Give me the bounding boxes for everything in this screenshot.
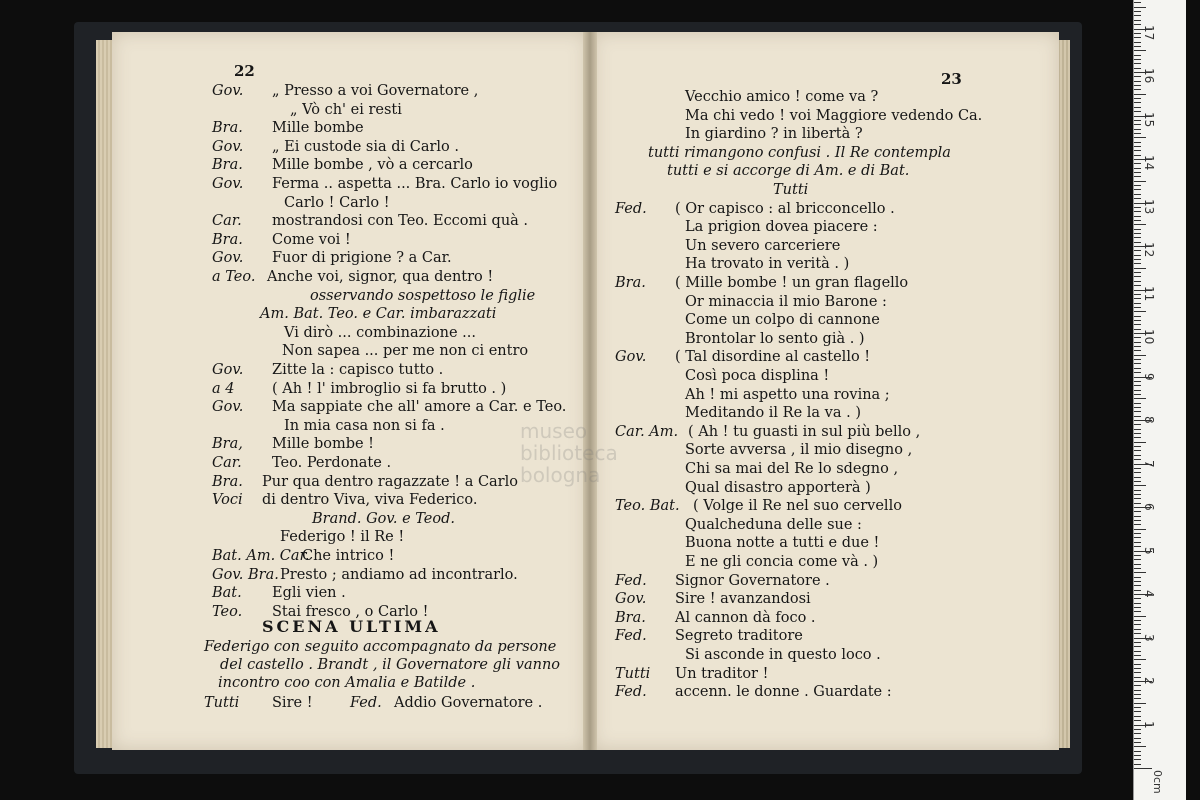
speaker-label: Bat. — [212, 585, 242, 602]
ruler-tick — [1134, 229, 1141, 230]
ruler-tick — [1134, 646, 1141, 647]
ruler-tick — [1134, 194, 1141, 195]
ruler-tick — [1134, 450, 1141, 451]
ruler-tick — [1134, 668, 1141, 669]
ruler-tick — [1134, 524, 1141, 525]
ruler-tick — [1134, 63, 1141, 64]
watermark-line: bologna — [520, 463, 601, 487]
ruler-tick — [1134, 716, 1141, 717]
ruler-tick — [1134, 172, 1141, 173]
ruler-unit: 0cm — [1151, 770, 1164, 794]
ruler-tick — [1134, 738, 1141, 739]
ruler-tick — [1134, 655, 1141, 656]
ruler-number: 17 — [1142, 24, 1156, 40]
ruler-tick — [1134, 581, 1141, 582]
ruler-tick — [1134, 590, 1141, 591]
ruler-tick — [1134, 494, 1141, 495]
verse-line: E ne gli concia come và . ) — [685, 554, 879, 570]
speaker-label: Tutti — [204, 695, 240, 711]
ruler-tick — [1134, 216, 1141, 217]
verse-line: Ha trovato in verità . ) — [685, 256, 850, 273]
ruler-tick — [1134, 407, 1141, 408]
ruler-tick — [1134, 272, 1141, 273]
ruler-tick — [1134, 155, 1141, 156]
ruler-tick — [1134, 472, 1141, 473]
speaker-label: Bra. — [212, 120, 243, 137]
verse-line: ( Or capisco : al bricconcello . — [675, 200, 895, 217]
ruler-tick — [1134, 711, 1141, 712]
verse-line: Qualcheduna delle sue : — [685, 516, 862, 533]
ruler-tick — [1134, 642, 1141, 643]
speaker-label: Gov. Bra. — [212, 566, 279, 583]
ruler-tick — [1134, 68, 1141, 69]
ruler-tick — [1134, 546, 1141, 547]
verse-line: Ma sappiate che all' amore a Car. e Teo. — [272, 399, 567, 416]
speaker-label: Gov. — [212, 362, 244, 378]
ruler-tick — [1134, 350, 1141, 351]
watermark — [520, 420, 680, 486]
ruler-tick — [1134, 568, 1141, 569]
verse-line: Come voi ! — [272, 231, 351, 248]
ruler-tick — [1134, 694, 1141, 695]
verse-line: Come un colpo di cannone — [685, 312, 880, 329]
verse-line: Presto ; andiamo ad incontrarlo. — [280, 566, 518, 583]
ruler-tick — [1134, 429, 1141, 430]
ruler-number: 16 — [1142, 68, 1156, 84]
ruler-tick — [1134, 542, 1141, 543]
verse-line: Sire ! — [272, 695, 313, 711]
ruler-tick — [1134, 124, 1141, 125]
verse-line: tutti e si accorge di Am. e di Bat. — [667, 163, 910, 180]
verse-line: Chi sa mai del Re lo sdegno , — [685, 461, 899, 477]
ruler-tick — [1134, 146, 1141, 147]
ruler-tick — [1134, 46, 1141, 47]
ruler-tick — [1134, 751, 1141, 752]
ruler-tick — [1134, 607, 1141, 608]
stage-direction: incontro coo con Amalia e Batilde . — [218, 675, 476, 691]
ruler-tick — [1134, 698, 1141, 699]
verse-line: Brontolar lo sento già . ) — [685, 330, 865, 347]
ruler-tick — [1134, 59, 1141, 60]
ruler-tick — [1134, 390, 1141, 391]
ruler-tick — [1134, 481, 1141, 482]
speaker-label: Gov. — [212, 138, 244, 155]
ruler-number: 3 — [1142, 633, 1156, 642]
verse-line: „ Ei custode sia di Carlo . — [272, 138, 459, 155]
left-page — [112, 32, 588, 750]
verse-line: In mia casa non si fa . — [284, 417, 445, 434]
ruler-tick — [1134, 664, 1141, 665]
speaker-label: Car. — [212, 213, 242, 230]
verse-line: Che intrico ! — [302, 548, 395, 564]
ruler-tick — [1134, 98, 1141, 99]
ruler-tick — [1134, 577, 1141, 578]
ruler-tick — [1134, 416, 1141, 417]
verse-line: Brand. Gov. e Teod. — [312, 510, 456, 527]
ruler-tick — [1134, 477, 1141, 478]
ruler-tick — [1134, 359, 1141, 360]
ruler-number: 12 — [1142, 242, 1156, 258]
speaker-label: Bra, — [212, 436, 243, 453]
ruler-tick — [1134, 142, 1141, 143]
verse-line: In giardino ? in libertà ? — [685, 126, 863, 143]
ruler-tick — [1134, 498, 1141, 499]
verse-line: Ah ! mi aspetto una rovina ; — [685, 386, 890, 403]
verse-line: ( Ah ! tu guasti in sul più bello , — [688, 423, 921, 440]
verse-line: Meditando il Re la va . ) — [685, 405, 861, 422]
ruler-tick — [1134, 76, 1141, 77]
ruler-tick — [1134, 437, 1141, 438]
verse-line: Fuor di prigione ? a Car. — [272, 250, 452, 267]
ruler-tick — [1134, 564, 1141, 565]
ruler-tick — [1134, 11, 1141, 12]
ruler-tick — [1134, 329, 1141, 330]
speaker-label: Gov. — [212, 250, 244, 267]
ruler-tick — [1134, 729, 1141, 730]
verse-line: Zitte la : capisco tutto . — [272, 362, 444, 378]
ruler-tick — [1134, 2, 1141, 3]
ruler-tick — [1134, 107, 1141, 108]
ruler-tick — [1134, 677, 1141, 678]
ruler-tick — [1134, 259, 1141, 260]
verse-line: Qual disastro apporterà ) — [685, 479, 871, 496]
ruler-tick — [1134, 220, 1141, 221]
speaker-label: Gov. — [212, 399, 244, 416]
ruler-number: 5 — [1142, 546, 1156, 555]
verse-line: Am. Bat. Teo. e Car. imbarazzati — [260, 306, 497, 323]
verse-line: tutti rimangono confusi . Il Re contempla — [648, 144, 951, 161]
ruler-tick — [1134, 611, 1141, 612]
ruler-tick — [1134, 15, 1141, 16]
ruler-tick — [1134, 189, 1141, 190]
ruler-tick — [1134, 633, 1141, 634]
ruler-tick — [1134, 294, 1141, 295]
ruler-tick — [1134, 237, 1141, 238]
ruler-number: 8 — [1142, 416, 1156, 424]
measuring-ruler — [1133, 0, 1186, 800]
ruler-tick — [1134, 381, 1141, 382]
verse-line: Segreto traditore — [675, 628, 803, 645]
verse-line: Un severo carceriere — [685, 237, 841, 254]
ruler-number: 13 — [1142, 198, 1156, 214]
verse-line: Stai fresco , o Carlo ! — [272, 603, 429, 620]
verse-line: ( Tal disordine al castello ! — [675, 349, 871, 366]
verse-line: mostrandosi con Teo. Eccomi quà . — [272, 213, 529, 230]
ruler-tick — [1134, 559, 1141, 560]
ruler-tick — [1134, 7, 1146, 8]
ruler-tick — [1134, 490, 1141, 491]
book-gutter — [583, 32, 597, 750]
ruler-tick — [1134, 24, 1141, 25]
ruler-tick — [1134, 707, 1141, 708]
ruler-tick — [1134, 651, 1141, 652]
verse-line: Addio Governatore . — [394, 695, 543, 711]
ruler-number: 15 — [1142, 111, 1156, 127]
ruler-number: 1 — [1142, 720, 1156, 729]
verse-line: Vecchio amico ! come va ? — [685, 89, 879, 105]
speaker-label: Teo. — [212, 603, 243, 620]
ruler-tick — [1134, 37, 1141, 38]
ruler-tick — [1134, 629, 1141, 630]
ruler-tick — [1134, 303, 1141, 304]
ruler-tick — [1134, 516, 1141, 517]
verse-line: Pur qua dentro ragazzate ! a Carlo — [262, 473, 518, 490]
speaker-label: Fed. — [615, 200, 647, 217]
watermark-line: museo — [520, 419, 588, 443]
speaker-label: Fed. — [350, 695, 382, 711]
verse-line: „ Presso a voi Governatore , — [272, 83, 479, 99]
verse-line: Mille bombe — [272, 120, 364, 137]
speaker-label: Gov. — [212, 83, 244, 99]
ruler-tick — [1134, 520, 1141, 521]
ruler-tick — [1134, 533, 1141, 534]
verse-line: Un traditor ! — [675, 665, 769, 682]
ruler-tick — [1134, 89, 1141, 90]
ruler-tick — [1134, 20, 1141, 21]
ruler-tick — [1134, 685, 1141, 686]
speaker-label: Car. — [212, 455, 242, 471]
speaker-label: Bra. — [212, 473, 243, 490]
verse-line: Teo. Perdonate . — [272, 455, 392, 471]
ruler-tick — [1134, 242, 1141, 243]
verse-line: Vi dirò ... combinazione ... — [284, 324, 476, 341]
verse-line: ( Mille bombe ! un gran flagello — [675, 275, 909, 291]
ruler-tick — [1134, 133, 1141, 134]
verse-line: Tutti — [773, 182, 809, 198]
verse-line: Federigo ! il Re ! — [280, 529, 405, 546]
verse-line: ( Ah ! l' imbroglio si fa brutto . ) — [272, 380, 507, 397]
ruler-tick — [1134, 85, 1141, 86]
speaker-label: Bat. Am. Car. — [212, 548, 310, 564]
ruler-tick — [1134, 233, 1141, 234]
verse-line: Mille bombe , vò a cercarlo — [272, 157, 473, 174]
ruler-tick — [1134, 168, 1141, 169]
ruler-tick — [1134, 385, 1141, 386]
ruler-tick — [1134, 285, 1141, 286]
ruler-tick — [1134, 555, 1141, 556]
ruler-tick — [1134, 102, 1141, 103]
ruler-tick — [1134, 263, 1141, 264]
ruler-tick — [1134, 346, 1141, 347]
ruler-tick — [1134, 755, 1141, 756]
ruler-tick — [1134, 250, 1141, 251]
verse-line: Sire ! avanzandosi — [675, 591, 811, 608]
ruler-tick — [1134, 207, 1141, 208]
verse-line: Or minaccia il mio Barone : — [685, 293, 887, 310]
speaker-label: a 4 — [212, 380, 235, 397]
verse-line: osservando sospettoso le figlie — [310, 287, 536, 304]
ruler-tick — [1134, 768, 1152, 769]
ruler-tick — [1134, 368, 1141, 369]
ruler-number: 14 — [1142, 155, 1156, 171]
verse-line: Buona notte a tutti e due ! — [685, 535, 880, 552]
verse-line: Sorte avversa , il mio disegno , — [685, 442, 913, 459]
ruler-tick — [1134, 42, 1141, 43]
verse-line: di dentro Viva, viva Federico. — [262, 492, 478, 509]
ruler-tick — [1134, 503, 1141, 504]
verse-line: Così poca displina ! — [685, 368, 830, 384]
verse-line: ( Volge il Re nel suo cervello — [693, 498, 902, 515]
ruler-tick — [1134, 733, 1141, 734]
ruler-tick — [1134, 672, 1141, 673]
ruler-tick — [1134, 111, 1141, 112]
ruler-tick — [1134, 342, 1141, 343]
ruler-tick — [1134, 603, 1141, 604]
ruler-tick — [1134, 320, 1141, 321]
ruler-tick — [1134, 120, 1141, 121]
ruler-number: 4 — [1142, 590, 1156, 598]
ruler-tick — [1134, 742, 1141, 743]
ruler-tick — [1134, 459, 1141, 460]
watermark-line: biblioteca — [520, 441, 618, 465]
ruler-tick — [1134, 298, 1141, 299]
verse-line: Ferma .. aspetta ... Bra. Carlo io voglio — [272, 176, 558, 192]
page-number: 22 — [234, 62, 255, 80]
ruler-tick — [1134, 55, 1141, 56]
page-number: 23 — [941, 70, 962, 88]
ruler-tick — [1134, 363, 1141, 364]
ruler-tick — [1134, 276, 1141, 277]
verse-line: Non sapea ... per me non ci entro — [282, 343, 529, 360]
ruler-tick — [1134, 307, 1141, 308]
ruler-number: 11 — [1142, 285, 1156, 301]
speaker-label: Bra. — [212, 157, 243, 174]
speaker-label: Fed. — [615, 684, 647, 701]
ruler-tick — [1134, 211, 1141, 212]
ruler-tick — [1134, 33, 1141, 34]
ruler-tick — [1134, 411, 1141, 412]
verse-line: Anche voi, signor, qua dentro ! — [267, 269, 494, 285]
scene-heading: SCENA ULTIMA — [262, 617, 441, 636]
ruler-tick — [1134, 598, 1141, 599]
ruler-tick — [1134, 150, 1141, 151]
ruler-tick — [1134, 81, 1141, 82]
ruler-tick — [1134, 433, 1141, 434]
ruler-tick — [1134, 255, 1141, 256]
ruler-number: 9 — [1142, 372, 1156, 381]
speaker-label: Bra. — [615, 609, 646, 626]
ruler-tick — [1134, 394, 1141, 395]
stage-direction: del castello . Brandt , il Governatore gli vanno — [220, 657, 561, 673]
ruler-tick — [1134, 468, 1141, 469]
ruler-tick — [1134, 324, 1141, 325]
verse-line: Mille bombe ! — [272, 436, 375, 453]
ruler-tick — [1134, 424, 1141, 425]
ruler-tick — [1134, 720, 1141, 721]
ruler-tick — [1134, 129, 1141, 130]
ruler-tick — [1134, 690, 1141, 691]
ruler-tick — [1134, 403, 1141, 404]
speaker-label: Car. Am. — [615, 423, 679, 440]
ruler-tick — [1134, 176, 1141, 177]
ruler-tick — [1134, 620, 1141, 621]
ruler-number: 7 — [1142, 459, 1156, 468]
ruler-tick — [1134, 446, 1141, 447]
speaker-label: Gov. — [615, 591, 647, 608]
ruler-tick — [1134, 511, 1141, 512]
speaker-label: Fed. — [615, 572, 647, 589]
verse-line: La prigion dovea piacere : — [685, 219, 878, 236]
ruler-number: 6 — [1142, 503, 1156, 511]
ruler-tick — [1134, 337, 1141, 338]
ruler-tick — [1134, 185, 1141, 186]
ruler-number: 2 — [1142, 677, 1156, 685]
speaker-label: a Teo. — [212, 269, 256, 285]
ruler-tick — [1134, 163, 1141, 164]
right-page — [592, 32, 1059, 750]
speaker-label: Gov. — [212, 176, 244, 192]
speaker-label: Tutti — [615, 665, 651, 682]
speaker-label: Gov. — [615, 349, 647, 366]
ruler-tick — [1134, 764, 1141, 765]
ruler-tick — [1134, 537, 1141, 538]
speaker-label: Fed. — [615, 628, 647, 645]
speaker-label: Voci — [212, 492, 243, 509]
speaker-label: Teo. Bat. — [615, 498, 680, 515]
ruler-tick — [1134, 281, 1141, 282]
verse-line: Carlo ! Carlo ! — [284, 194, 390, 211]
verse-line: „ Vò ch' ei resti — [290, 101, 402, 118]
ruler-tick — [1134, 624, 1141, 625]
verse-line: accenn. le donne . Guardate : — [675, 684, 892, 701]
ruler-tick — [1134, 198, 1141, 199]
ruler-tick — [1134, 759, 1141, 760]
ruler-tick — [1134, 455, 1141, 456]
speaker-label: Bra. — [615, 275, 646, 291]
verse-line: Egli vien . — [272, 585, 346, 602]
ruler-tick — [1134, 585, 1141, 586]
verse-line: Al cannon dà foco . — [675, 609, 816, 626]
stage-direction: Federigo con seguito accompagnato da persone — [204, 639, 557, 655]
speaker-label: Bra. — [212, 231, 243, 248]
ruler-tick — [1134, 316, 1141, 317]
verse-line: Si asconde in questo loco . — [685, 647, 881, 663]
verse-line: Ma chi vedo ! voi Maggiore vedendo Ca. — [685, 107, 983, 124]
ruler-number: 10 — [1142, 329, 1156, 345]
ruler-tick — [1134, 372, 1141, 373]
verse-line: Signor Governatore . — [675, 572, 830, 589]
